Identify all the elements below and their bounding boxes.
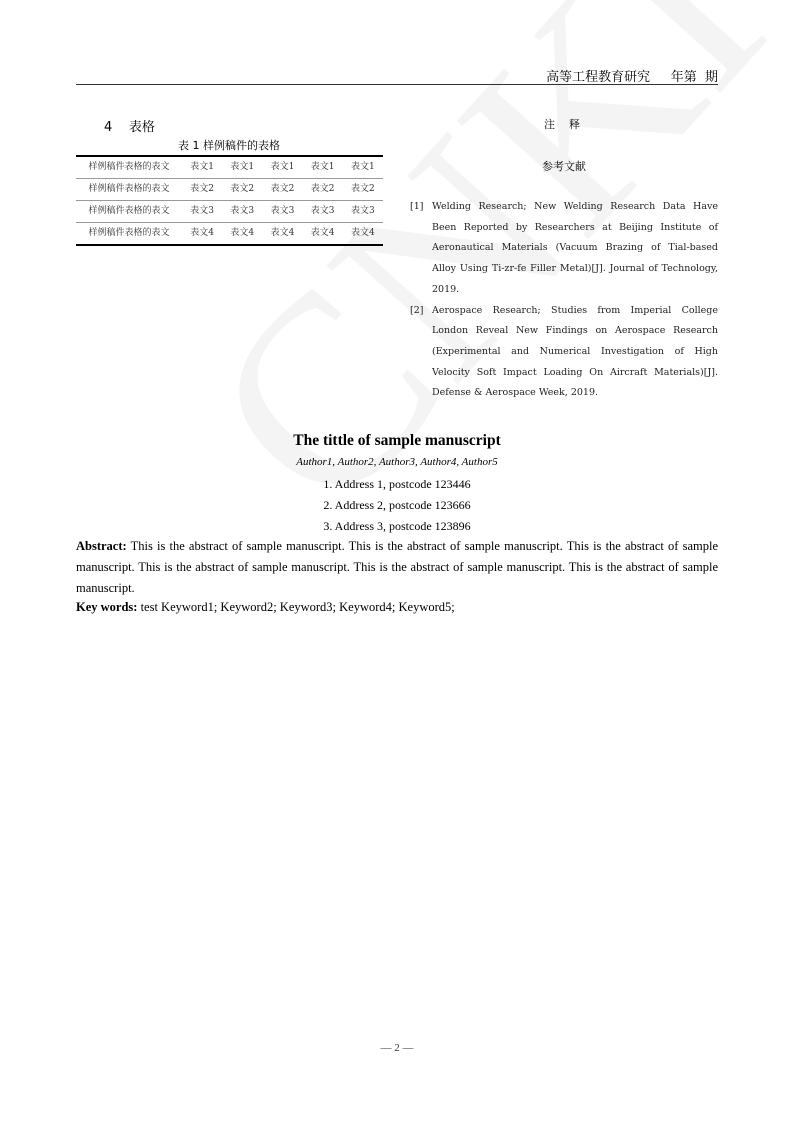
table-caption: 表 1 样例稿件的表格 <box>178 139 280 152</box>
reference-text: Welding Research; New Welding Research Data Have Been Reported by Researchers at Beijing Institute of Aeronautical Materials (Vacuum Brazing of Tial-based Alloy Using Ti-zr-fe Filler Metal)[J]. Journal of Technology, 2019. <box>432 201 718 295</box>
table-cell: 样例稿件表格的表文 <box>88 206 170 216</box>
sample-table <box>76 155 383 246</box>
reference-list <box>410 197 718 404</box>
reference-number: [2] <box>410 304 424 316</box>
table-cell: 表文2 <box>230 184 255 194</box>
table-cell: 表文4 <box>351 228 375 238</box>
table-cell: 表文3 <box>190 206 214 216</box>
keywords-text: test Keyword1; Keyword2; Keyword3; Keyword4; Keyword5; <box>140 600 455 614</box>
section-heading <box>104 116 155 135</box>
reference-text: Aerospace Research; Studies from Imperial College London Reveal New Findings on Aerospace Research (Experimental and Numerical Investigation of High Velocity Soft Impact Loading On Aircraft Materials)[J]. Defense & Aerospace Week, 2019. <box>432 304 718 399</box>
table-cell: 表文4 <box>190 228 214 238</box>
table-cell: 表文4 <box>310 228 335 238</box>
english-title: The tittle of sample manuscript <box>293 432 501 449</box>
table-cell: 表文4 <box>230 228 255 238</box>
keywords-label: Key words: <box>76 600 138 614</box>
section-number: 4 <box>104 120 113 135</box>
notes-heading: 注 释 <box>544 118 580 131</box>
author-list: Author1, Author2, Author3, Author4, Author5 <box>296 456 498 468</box>
table-cell: 样例稿件表格的表文 <box>88 228 170 238</box>
table-cell: 表文4 <box>270 228 295 238</box>
reference-number: [1] <box>410 201 424 212</box>
table-header-row <box>76 156 383 179</box>
table-cell: 样例稿件表格的表文 <box>88 184 170 194</box>
running-header <box>76 64 718 85</box>
table-row <box>76 179 383 201</box>
address-line: 1. Address 1, postcode 123446 <box>323 477 471 491</box>
table-cell: 表文1 <box>270 162 295 172</box>
abstract <box>76 536 718 599</box>
table-cell: 表文3 <box>310 206 335 216</box>
table-row <box>76 223 383 246</box>
abstract-text: This is the abstract of sample manuscript. This is the abstract of sample manuscript. This is the abstract of sample manuscript. This is the abstract of sample manuscript. This is the abstract of sample manuscript. This is the abstract of sample manuscript. <box>76 539 718 595</box>
table-cell: 表文1 <box>190 162 214 172</box>
section-title: 表格 <box>128 120 155 135</box>
table-row <box>76 201 383 223</box>
table-cell: 样例稿件表格的表文 <box>88 162 170 172</box>
journal-name: 高等工程教育研究 年第 期 <box>546 70 718 85</box>
table-cell: 表文3 <box>270 206 295 216</box>
reference-item <box>410 301 718 405</box>
table-cell: 表文1 <box>230 162 255 172</box>
table-cell: 表文3 <box>230 206 255 216</box>
table-cell: 表文3 <box>351 206 375 216</box>
table-cell: 表文2 <box>351 184 375 194</box>
table-cell: 表文2 <box>190 184 214 194</box>
address-line: 3. Address 3, postcode 123896 <box>323 519 471 533</box>
abstract-label: Abstract: <box>76 539 127 553</box>
references-heading: 参考文献 <box>542 160 586 173</box>
address-line: 2. Address 2, postcode 123666 <box>323 498 471 512</box>
table-cell: 表文2 <box>310 184 335 194</box>
reference-item <box>410 197 718 301</box>
keywords <box>76 600 718 615</box>
table-cell: 表文1 <box>351 162 375 172</box>
address-list <box>76 474 718 537</box>
table-cell: 表文2 <box>270 184 295 194</box>
page-number: — 2 — <box>380 1042 414 1054</box>
table-cell: 表文1 <box>310 162 335 172</box>
